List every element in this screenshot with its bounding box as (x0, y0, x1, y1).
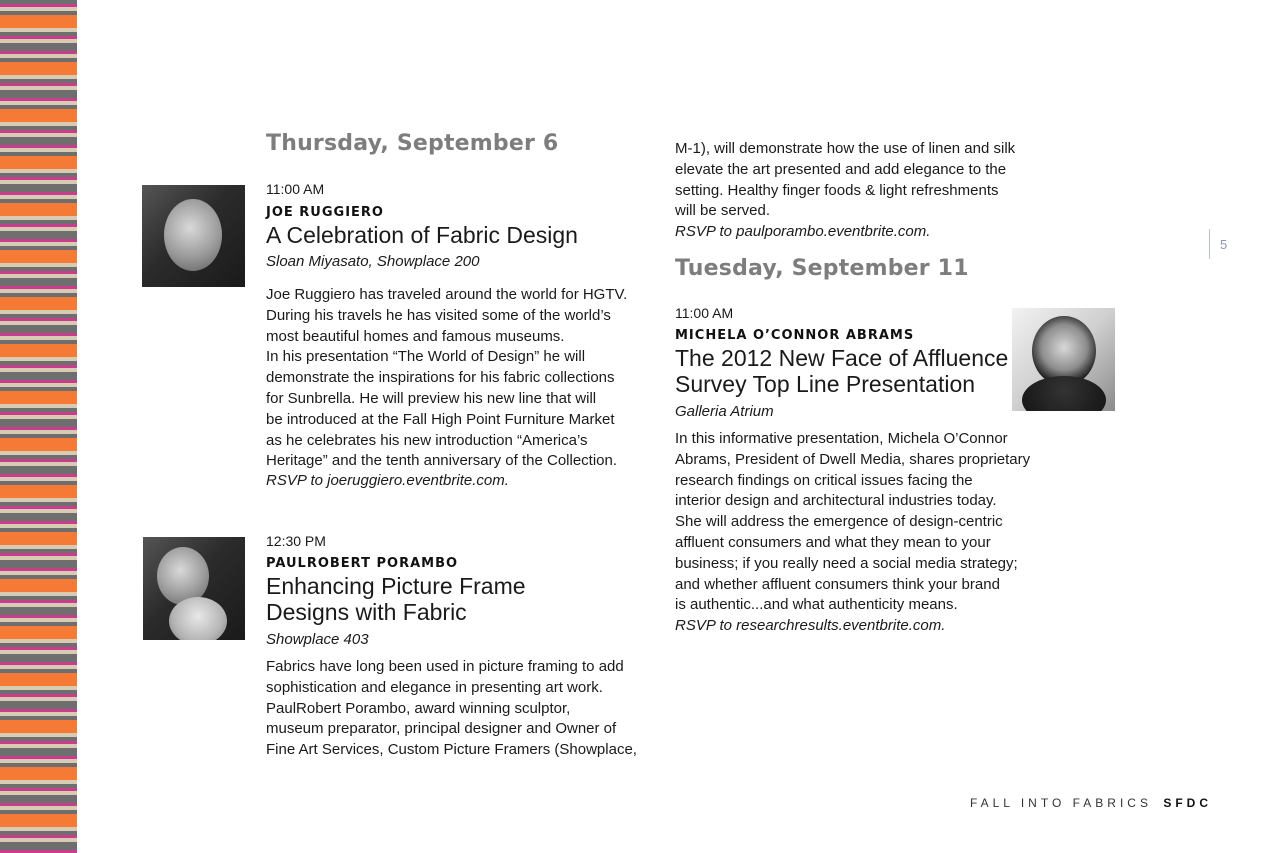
day-heading-thursday: Thursday, September 6 (266, 131, 559, 156)
event-title (266, 573, 526, 625)
event-title-line: The 2012 New Face of Affluence (675, 345, 1009, 371)
event-description: In this informative presentation, Michela O’Connor Abrams, President of Dwell Media, shares proprietary research findings on critical issues facing the interior design and architectural industries today. She will address the emergence of design-centric affluent consumers and what they mean to your business; if you really need a social media strategy; and whether affluent consumers think your brand is authentic...and what authenticity means. (675, 430, 1031, 614)
speaker-name: PAULROBERT PORAMBO (266, 556, 459, 571)
day-heading-tuesday: Tuesday, September 11 (675, 256, 969, 281)
event-time: 11:00 AM (675, 305, 734, 321)
page-number-divider (1209, 229, 1210, 259)
speaker-name: JOE RUGGIERO (266, 205, 384, 220)
event-description: Fabrics have long been used in picture framing to add sophistication and elegance in presenting art work. PaulRobert Porambo, award winning sculptor, museum preparator, principal designer and Owner of Fine Art Services, Custom Picture Framers (Showplace, (266, 658, 637, 759)
rsvp-link-researchresults[interactable]: RSVP to researchresults.eventbrite.com. (675, 617, 946, 634)
speaker-photo-michela-oconnor-abrams (1012, 308, 1115, 411)
event-title: A Celebration of Fabric Design (266, 222, 578, 248)
event-description-continued: M-1), will demonstrate how the use of linen and silk elevate the art presented and add elegance to the setting. Healthy finger foods & light refreshments will be served. (675, 140, 1016, 220)
footer-brand: SFDC (1163, 796, 1212, 810)
event-location: Showplace 403 (266, 631, 369, 648)
footer-text: FALL INTO FABRICS (969, 796, 1152, 810)
event-title (675, 345, 1008, 397)
page-number: 5 (1220, 237, 1228, 252)
event-location: Sloan Miyasato, Showplace 200 (266, 253, 480, 270)
event-title-line: Survey Top Line Presentation (675, 371, 976, 397)
event-location: Galleria Atrium (675, 403, 774, 420)
footer (970, 796, 1212, 810)
speaker-photo-paulrobert-porambo (143, 537, 245, 640)
speaker-photo-joe-ruggiero (142, 185, 245, 287)
event-time: 11:00 AM (266, 181, 325, 197)
event-time: 12:30 PM (266, 533, 326, 549)
event-title-line: Enhancing Picture Frame (266, 573, 526, 599)
event-description: Joe Ruggiero has traveled around the world for HGTV. During his travels he has visited some of the world’s most beautiful homes and famous museums. In his presentation “The World of Design” he will demonstrate the inspirations for his fabric collections for Sunbrella. He will preview his new line that will be introduced at the Fall High Point Furniture Market as he celebrates his new introduction “America’s Heritage” and the tenth anniversary of the Collection. (266, 286, 628, 470)
decorative-stripe-bar (0, 0, 77, 853)
event-title-line: Designs with Fabric (266, 599, 467, 625)
rsvp-link-paulporambo[interactable]: RSVP to paulporambo.eventbrite.com. (675, 223, 931, 240)
speaker-name: MICHELA O’CONNOR ABRAMS (675, 328, 915, 343)
rsvp-link-joeruggiero[interactable]: RSVP to joeruggiero.eventbrite.com. (266, 472, 509, 489)
